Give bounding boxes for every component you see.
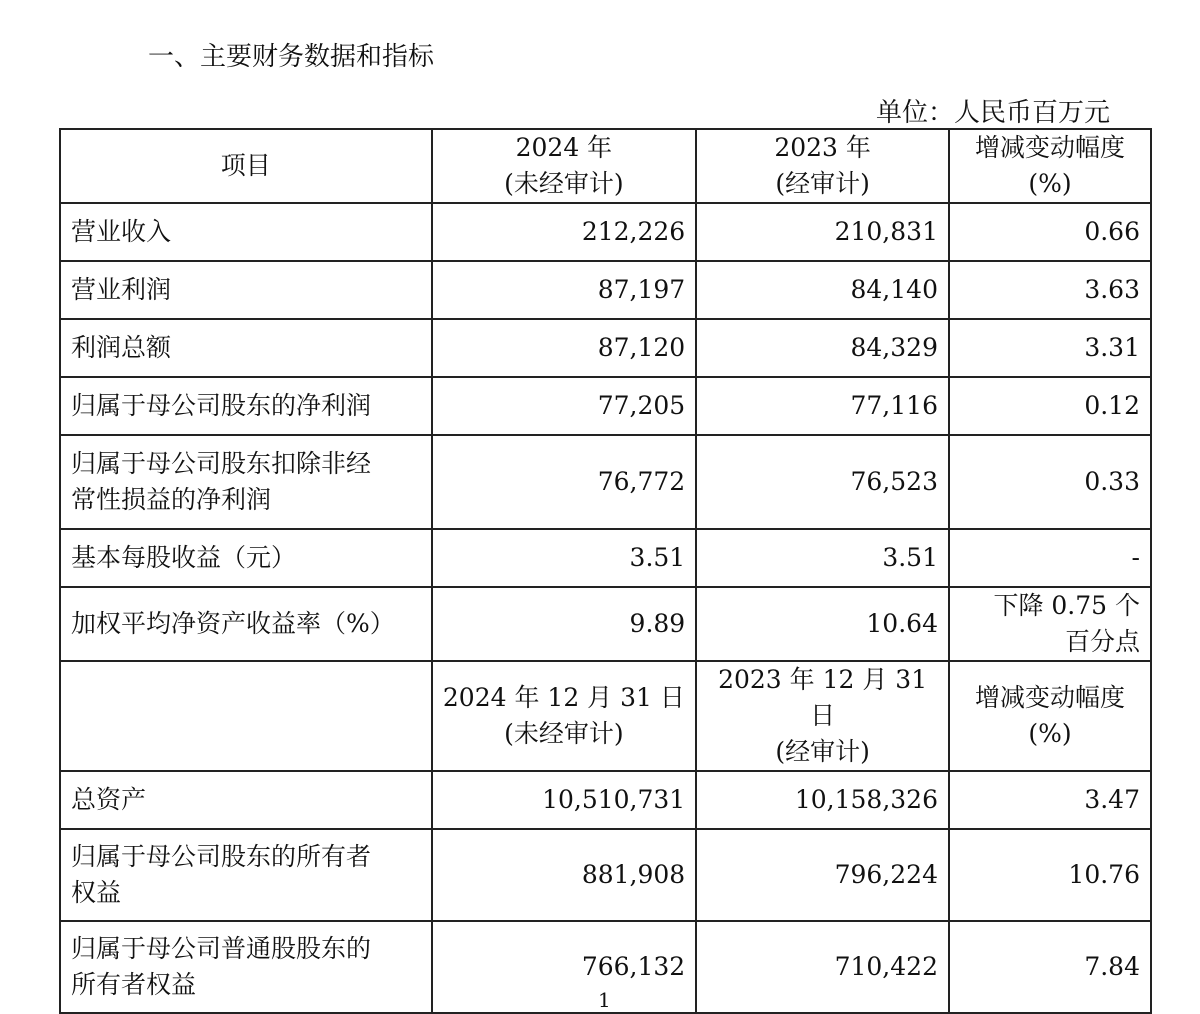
- table-row: 归属于母公司股东的净利润 77,205 77,116 0.12: [60, 377, 1151, 435]
- unit-label: 单位：人民币百万元: [875, 98, 1110, 128]
- financial-table: [59, 128, 1152, 1014]
- header-change-2: 增减变动幅度 (%): [949, 661, 1151, 771]
- table-row: 归属于母公司股东的所有者 权益 881,908 796,224 10.76: [60, 829, 1151, 921]
- section-title: 一、主要财务数据和指标: [148, 42, 435, 72]
- table-row: 利润总额 87,120 84,329 3.31: [60, 319, 1151, 377]
- header-row-2: [60, 661, 1151, 771]
- header-2023-date: 2023 年 12 月 31 日 (经审计): [696, 661, 949, 771]
- header-change: 增减变动幅度 (%): [949, 129, 1151, 203]
- table-row: 营业收入 212,226 210,831 0.66: [60, 203, 1151, 261]
- header-item: 项目: [60, 129, 432, 203]
- header-row: [60, 129, 1151, 203]
- table-row: 归属于母公司股东扣除非经 常性损益的净利润 76,772 76,523 0.33: [60, 435, 1151, 529]
- table-row: 营业利润 87,197 84,140 3.63: [60, 261, 1151, 319]
- header-2024: 2024 年 (未经审计): [432, 129, 697, 203]
- table-row: 总资产 10,510,731 10,158,326 3.47: [60, 771, 1151, 829]
- page-number: 1: [598, 988, 611, 1012]
- header-2023: 2023 年 (经审计): [696, 129, 949, 203]
- table-row: 归属于母公司普通股股东的 所有者权益 766,132 710,422 7.84: [60, 921, 1151, 1013]
- table-row: 加权平均净资产收益率（%） 9.89 10.64 下降 0.75 个 百分点: [60, 587, 1151, 661]
- header-2024-date: 2024 年 12 月 31 日 (未经审计): [432, 661, 697, 771]
- table-row: 基本每股收益（元） 3.51 3.51 -: [60, 529, 1151, 587]
